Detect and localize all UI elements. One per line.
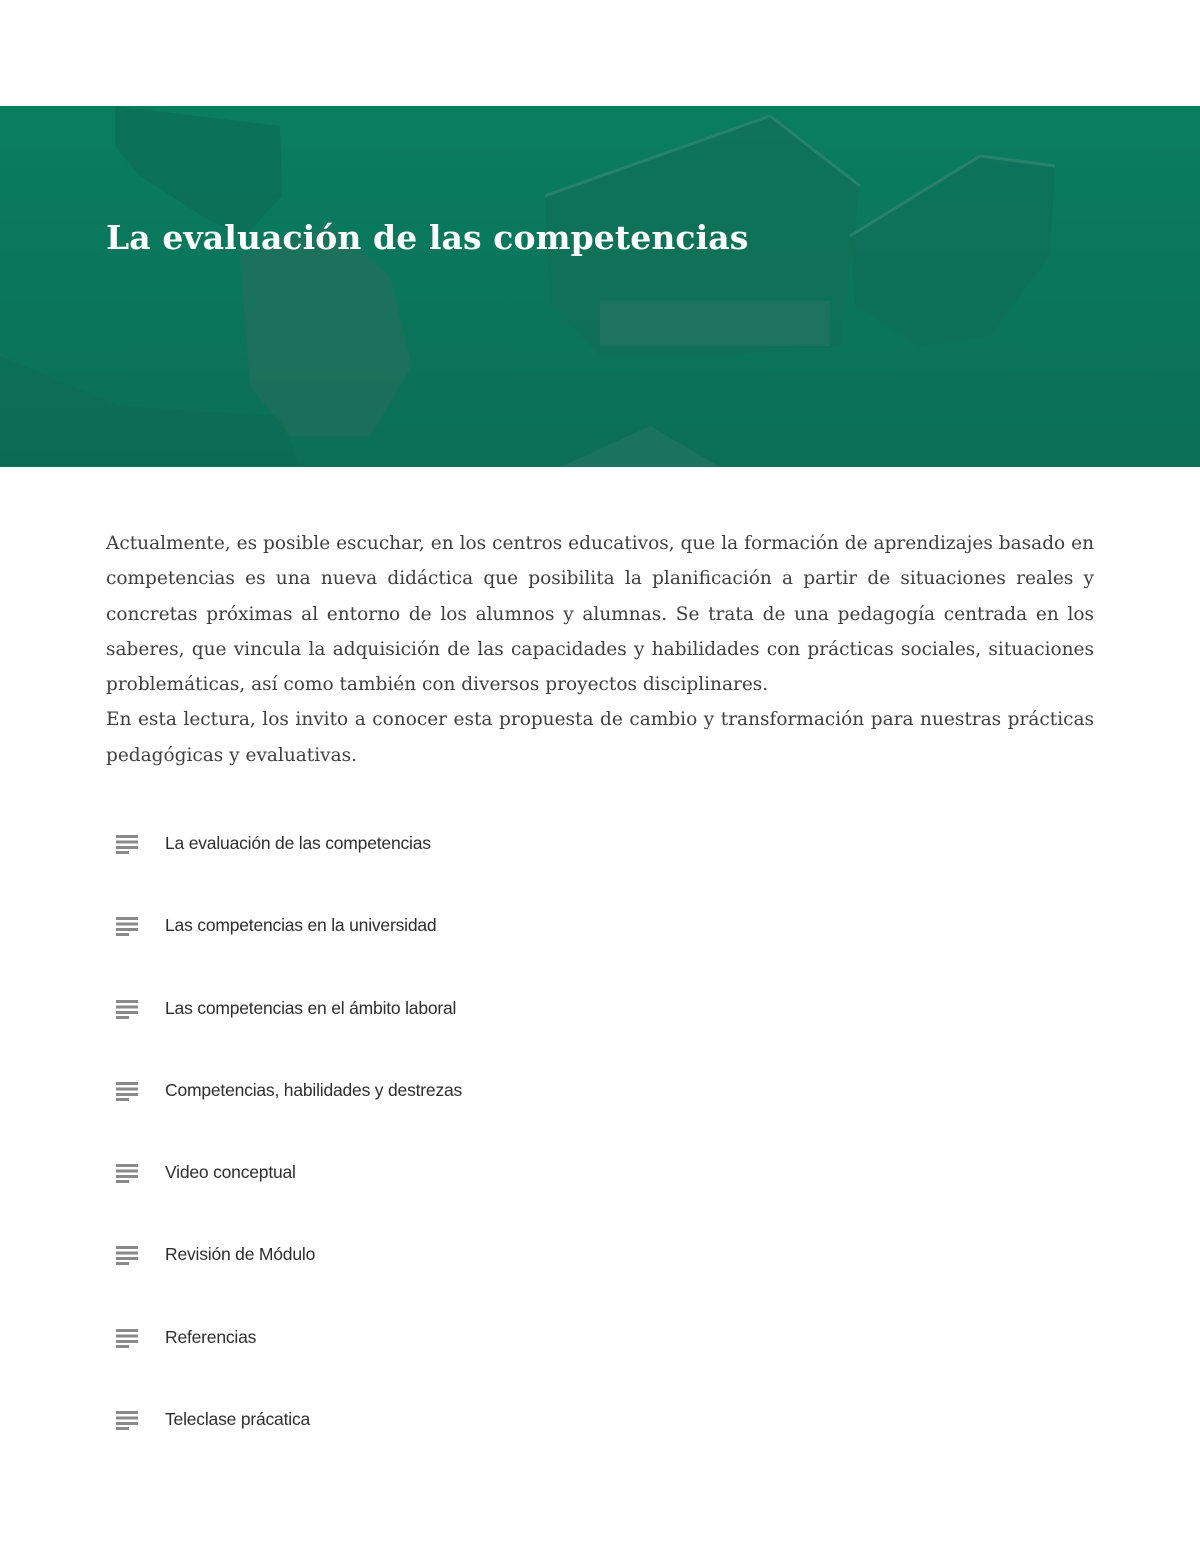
text-lines-icon [112,834,140,854]
text-lines-icon [112,1410,140,1430]
toc-item[interactable] [112,1231,812,1313]
intro-paragraph: Actualmente, es posible escuchar, en los centros educativos, que la formación de aprendizajes basado en competencias es una nueva didáctica que posibilita la planificación a partir de situaciones reales y concretas próximas al entorno de los alumnos y alumnas. Se trata de una pedagogía centrada en los saberes, que vincula la adquisición de las capacidades y habilidades con prácticas sociales, situaciones problemáticas, así como también con diversos proyectos disciplinares. [106,533,1094,696]
table-of-contents [112,820,812,1478]
toc-item-label: Las competencias en la universidad [165,915,437,936]
toc-item[interactable] [112,820,812,902]
toc-item[interactable] [112,1067,812,1149]
toc-item[interactable] [112,1396,812,1478]
text-lines-icon [112,1328,140,1348]
toc-item-label: Teleclase prácatica [165,1409,311,1430]
toc-item[interactable] [112,985,812,1067]
hero-background-image [0,106,1200,467]
hero-banner [0,106,1200,467]
toc-item-label: Competencias, habilidades y destrezas [165,1079,463,1100]
toc-item[interactable] [112,902,812,984]
text-lines-icon [112,1081,140,1101]
toc-item-label: Referencias [165,1326,257,1347]
toc-item[interactable] [112,1149,812,1231]
text-lines-icon [112,1163,140,1183]
toc-item-label: Las competencias en el ámbito laboral [165,997,457,1018]
text-lines-icon [112,916,140,936]
intro-paragraph: En esta lectura, los invito a conocer esta propuesta de cambio y transformación para nuestras prácticas pedagógicas y evaluativas. [106,709,1094,766]
toc-item-label: Revisión de Módulo [165,1244,316,1265]
text-lines-icon [112,1245,140,1265]
intro-text [106,526,1094,773]
toc-item[interactable] [112,1314,812,1396]
text-lines-icon [112,999,140,1019]
toc-item-label: Video conceptual [165,1162,296,1183]
page-title: La evaluación de las competencias [106,218,749,257]
toc-item-label: La evaluación de las competencias [165,833,431,853]
